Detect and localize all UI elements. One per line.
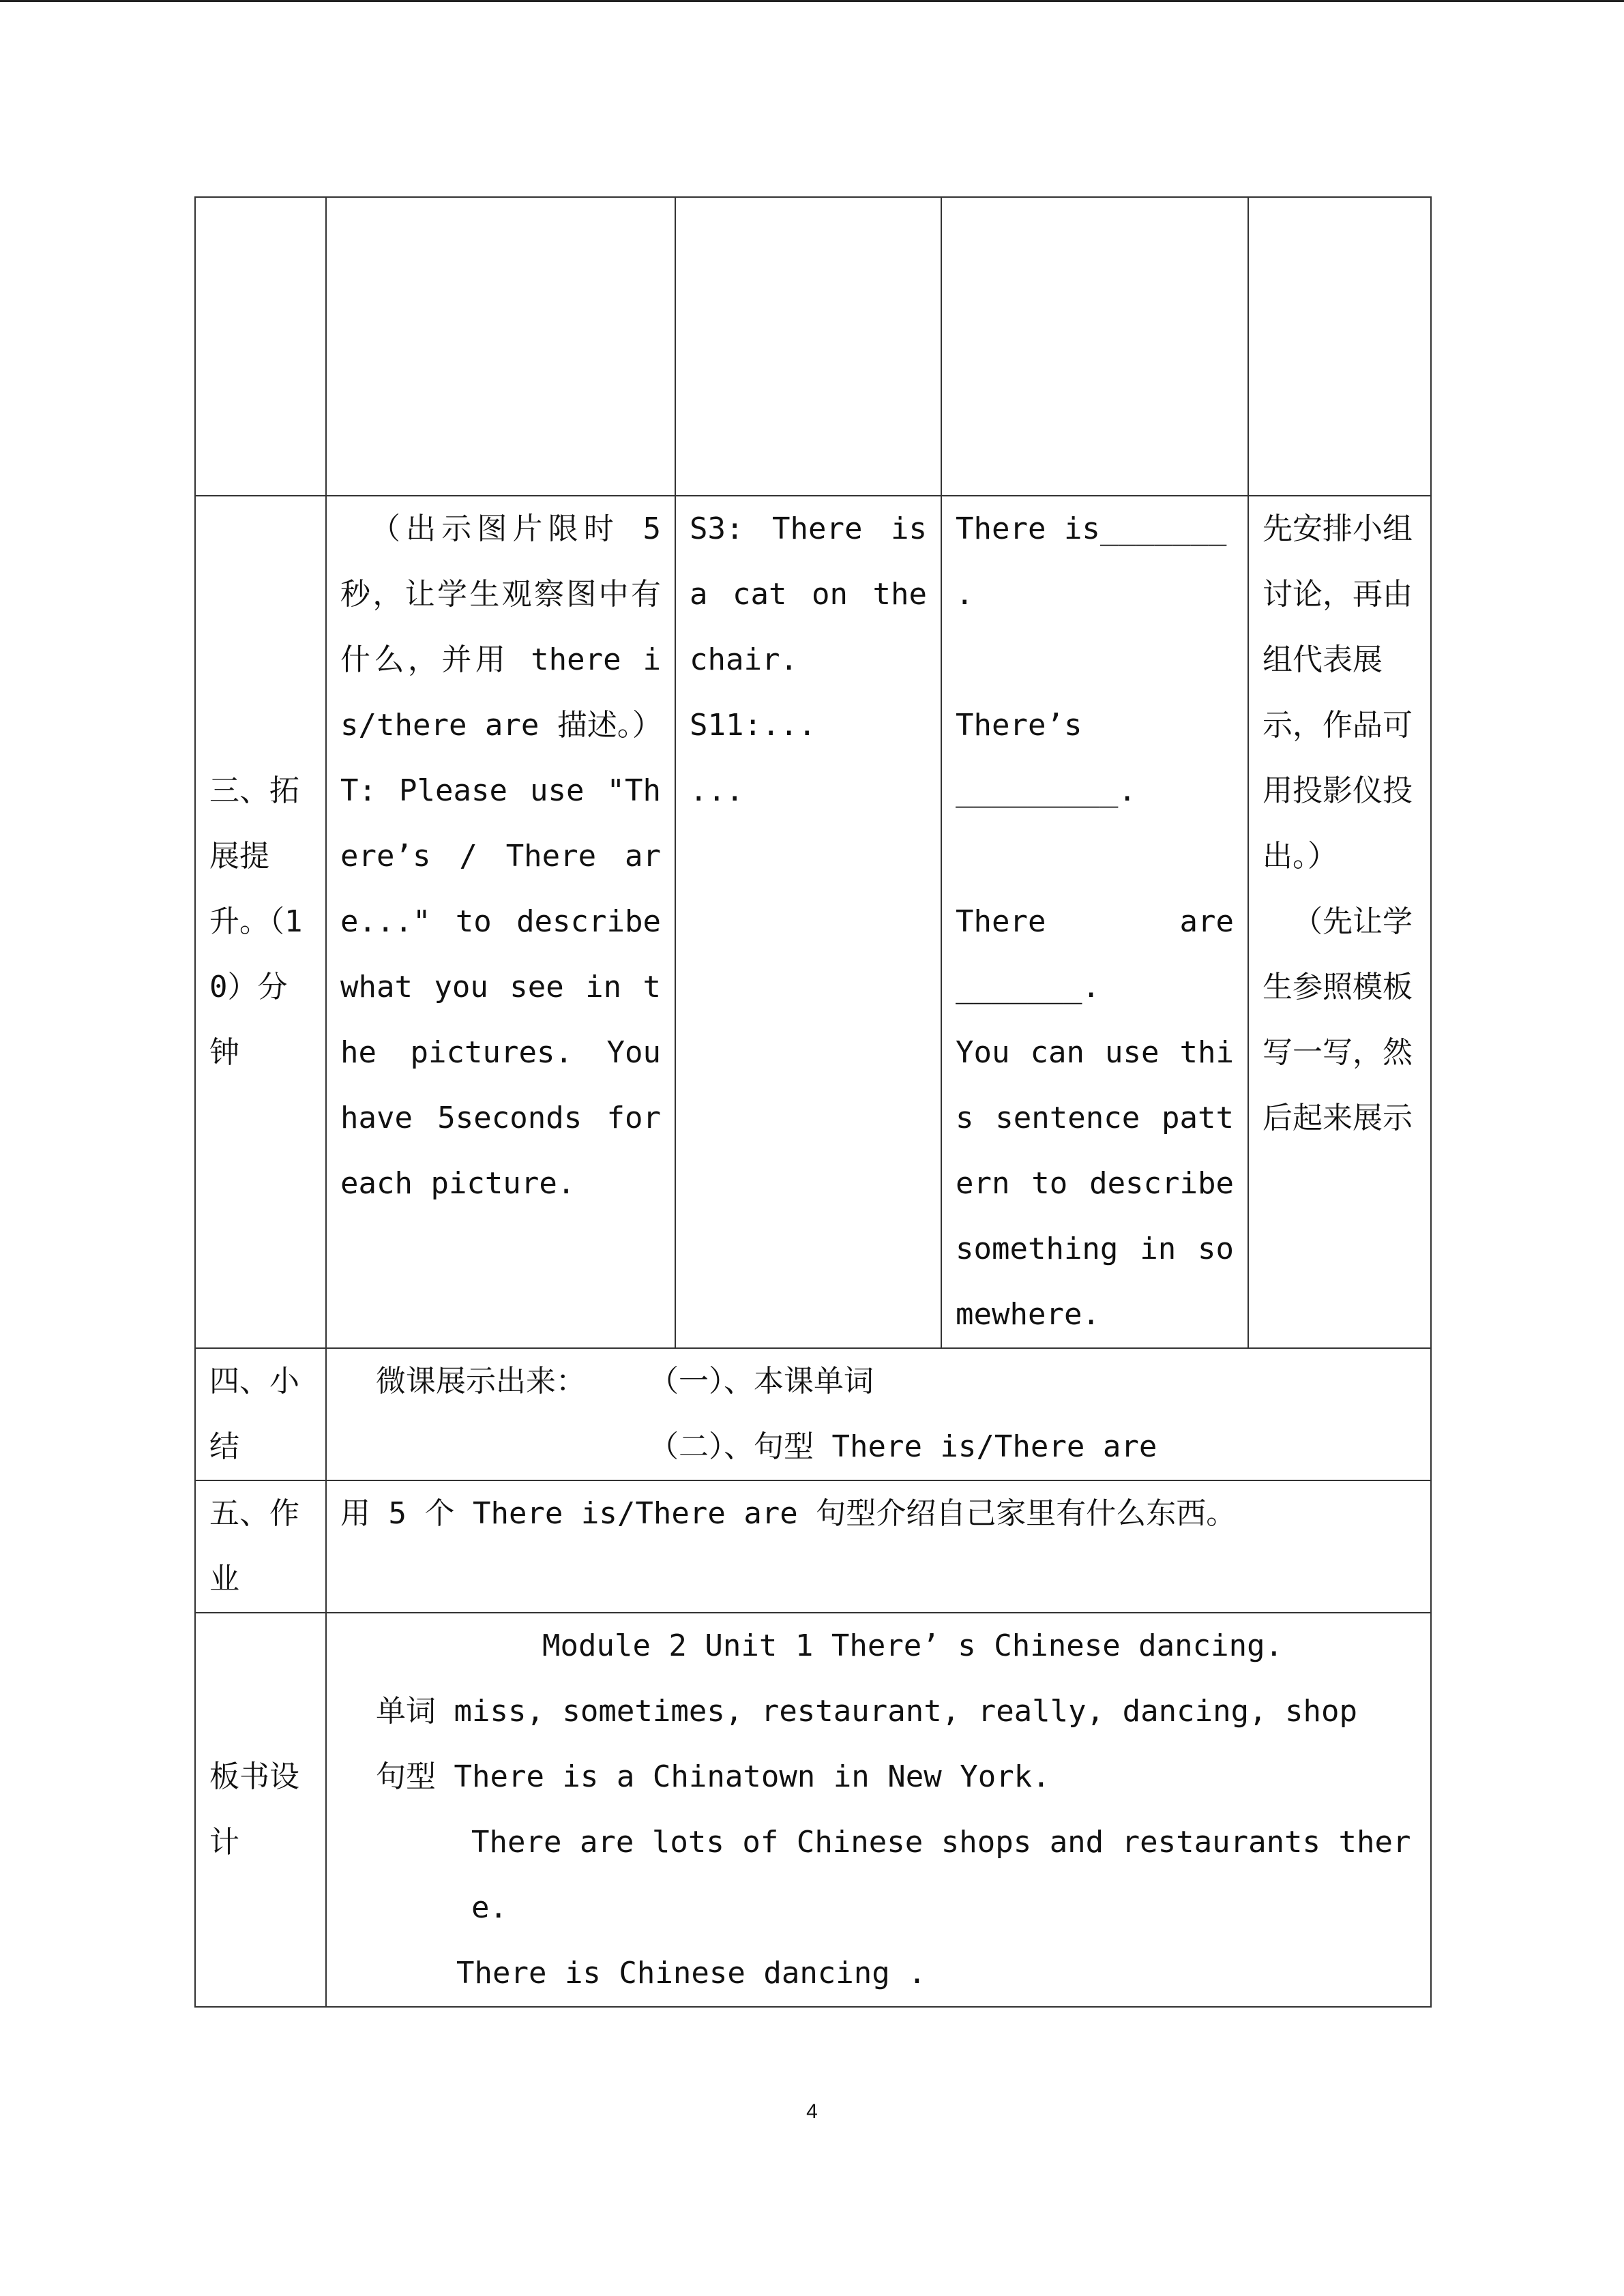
teacher-prompt-text: T: Please use "There’s / There are..." to describe what you see in the pictures. You have 5seconds for each picture. <box>340 773 661 1201</box>
summary-content-cell <box>326 1348 1431 1480</box>
summary-line-2 <box>340 1414 1417 1480</box>
pattern-theres-blank: _________. <box>956 773 1136 808</box>
board-sentence-3: There is Chinese dancing . <box>456 1956 926 1991</box>
stage-label-homework: 五、作业 <box>209 1496 299 1596</box>
board-words: 单词 miss, sometimes, restaurant, really, dancing, shop <box>376 1694 1358 1729</box>
pattern-theres: There’s <box>956 708 1082 743</box>
stage-cell-homework <box>195 1480 326 1613</box>
design-note-1: 先安排小组讨论，再由组代表展示，作品可用投影仪投出。） <box>1263 511 1413 874</box>
teacher-activity-cell <box>326 496 675 1348</box>
design-note-cell <box>1248 496 1431 1348</box>
table-row-empty <box>195 197 1431 496</box>
stage-label-board: 板书设计 <box>209 1759 299 1860</box>
summary-line-1 <box>340 1349 1417 1414</box>
pattern-there-are-blank: _______. <box>956 970 1100 1004</box>
stage-cell-expand <box>195 496 326 1348</box>
homework-text: 用 5 个 There is/There are 句型介绍自己家里有什么东西。 <box>340 1496 1237 1531</box>
board-title: Module 2 Unit 1 There’ s Chinese dancing. <box>542 1628 1284 1663</box>
table-row-board <box>195 1613 1431 2007</box>
table-row-summary <box>195 1348 1431 1480</box>
table-row-homework <box>195 1480 1431 1613</box>
lesson-plan-table <box>194 196 1432 2008</box>
pattern-there-is: There is_______ . <box>956 511 1227 612</box>
spacer <box>956 824 1234 889</box>
pattern-note: You can use this sentence pattern to describe something in somewhere. <box>956 1035 1234 1332</box>
design-note-2: （先让学生参照模板写一写，然后起来展示 <box>1263 904 1413 1135</box>
homework-content-cell <box>326 1480 1431 1613</box>
table-row-expand <box>195 496 1431 1348</box>
board-design-cell <box>326 1613 1431 2007</box>
student-answer-s11: S11:... <box>690 708 816 743</box>
summary-item-words: （一）、本课单词 <box>649 1364 874 1399</box>
board-sentence-2: There are lots of Chinese shops and restaurants there. <box>471 1825 1411 1925</box>
student-answer-more: ... <box>690 773 744 808</box>
empty-cell <box>675 197 941 496</box>
empty-cell <box>326 197 675 496</box>
student-activity-cell <box>675 496 941 1348</box>
teacher-intro-text: （出示图片限时 5 秒，让学生观察图中有什么，并用 there is/there are 描述。） <box>340 511 662 743</box>
empty-cell <box>195 197 326 496</box>
spacer <box>956 627 1234 693</box>
empty-cell <box>941 197 1248 496</box>
summary-lead: 微课展示出来： <box>376 1364 586 1399</box>
empty-cell <box>1248 197 1431 496</box>
stage-label-summary: 四、小结 <box>209 1364 299 1464</box>
stage-cell-board <box>195 1613 326 2007</box>
student-answer-s3: S3: There is a cat on the chair. <box>690 511 927 677</box>
pattern-there-are: There are <box>956 904 1234 939</box>
stage-cell-summary <box>195 1348 326 1480</box>
sentence-pattern-cell <box>941 496 1248 1348</box>
board-sentence-1: 句型 There is a Chinatown in New York. <box>376 1759 1050 1794</box>
summary-item-pattern: （二）、句型 There is/There are <box>649 1429 1157 1464</box>
stage-label-expand: 三、拓展提升。（10）分钟 <box>209 773 303 1070</box>
page-number: 4 <box>806 2100 818 2123</box>
page-top-border <box>0 0 1624 2</box>
